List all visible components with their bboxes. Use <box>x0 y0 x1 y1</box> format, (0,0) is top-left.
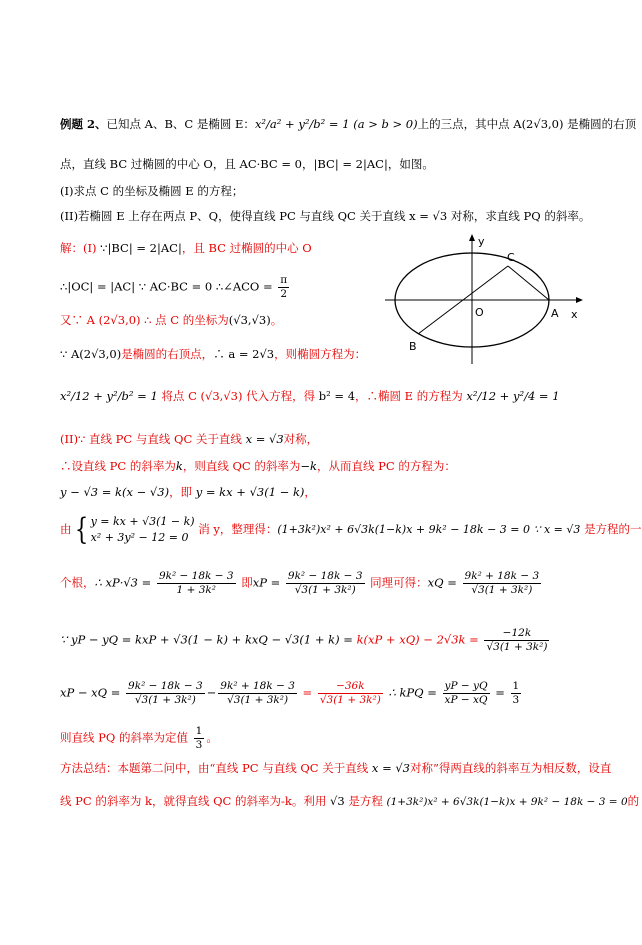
label-x: x <box>571 308 578 321</box>
solution-conclusion: 则直线 PQ 的斜率为定值 $\frac{1}{3}$ 。 <box>60 725 218 751</box>
solution-line-12: xP − xQ = $\frac{\text{9k² − 18k − 3}}{\text{√3(1 + 3k²)}}$ − $\frac{\text{9k² + 18k − 3}}{\text{√3(1 + 3k²)}}$ = $\frac{-36k}{\text{√3(1 + 3k²)}}$ ∴ kPQ = $\frac{yP - yQ}{xP - xQ}$ = $\frac{1}{3}$ <box>60 680 520 706</box>
fraction-xq: $\frac{\text{9k² + 18k − 3}}{\text{√3(1 + 3k²)}}$ <box>464 570 540 596</box>
fraction-1: $\frac{\text{9k² − 18k − 3}}{\text{1 + 3k²}}$ <box>158 570 234 596</box>
solution-line-4: ∵ A(2√3,0)是椭圆的右顶点，∴ a = 2√3，则椭圆方程为： <box>60 347 367 361</box>
summary-line-1: 方法总结：本题第二问中，由“直线 PC 与直线 QC 关于直线 x = √3对称”得两直线的斜率互为相反数，设直 <box>60 761 612 775</box>
equation-system: y = kx + √3(1 − k) x² + 3y² − 12 = 0 <box>90 515 195 544</box>
question-1: (I)求点 C 的坐标及椭圆 E 的方程； <box>60 184 244 198</box>
solution-line-8: y − √3 = k(x − √3)，即 y = kx + √3(1 − k)， <box>60 485 316 499</box>
ellipse-condition: (a > b > 0) <box>353 117 418 131</box>
solution-line-2: ∴|OC| = |AC| ∵ AC·BC = 0 ∴∠ACO = $\frac{\pi}{2}$ <box>60 274 288 300</box>
label-b: B <box>409 340 417 353</box>
ellipse-equation: x²/a² + y²/b² = 1 <box>254 117 350 131</box>
solution-line-3: 又∵ A (2√3,0) ∴ 点 C 的坐标为(√3,√3)。 <box>60 313 283 327</box>
solution-line-11: ∵ yP − yQ = kxP + √3(1 − k) + kxQ − √3(1 + k) = k(xP + xQ) − 2√3k = $\frac{-12k}{\text{√3(1 + 3k²)}}$ <box>60 627 548 653</box>
solution-line-7: ∴设直线 PC 的斜率为k，则直线 QC 的斜率为−k，从而直线 PC 的方程为： <box>60 459 456 473</box>
intro-text-3: 点，直线 BC 过椭圆的中心 O，且 AC·BC = 0，|BC| = 2|AC|，如图。 <box>60 157 434 171</box>
y-axis-arrow <box>469 234 475 241</box>
example-line-2 <box>60 156 434 172</box>
solution-line-1: 解：(I) ∵|BC| = 2|AC|，且 BC 过椭圆的中心 O <box>60 241 312 255</box>
intro-text-1: 已知点 A、B、C 是椭圆 E： <box>106 117 255 131</box>
system-brace: { <box>74 512 88 547</box>
fraction-pi-over-2: $\frac{\pi}{2}$ <box>280 274 288 300</box>
example-line-1 <box>60 116 636 132</box>
solution-line-10: 个根，∴ xP·√3 = $\frac{\text{9k² − 18k − 3}}{\text{1 + 3k²}}$ 即xP = $\frac{\text{9k² − 18k − 3}}{\text{√3(1 + 3k²)}}$ 同理可得：xQ = $\frac{\text{9k² + 18k − 3}}{\text{√3(1 + 3k²)}}$ <box>60 570 540 596</box>
line-ac <box>508 266 549 300</box>
solution-line-5: x²/12 + y²/b² = 1 将点 C (√3,√3) 代入方程，得 b² = 4，∴椭圆 E 的方程为 x²/12 + y²/4 = 1 <box>60 389 560 403</box>
ellipse-figure <box>385 232 590 367</box>
summary-line-2: 线 PC 的斜率为 k，就得直线 QC 的斜率为-k。利用 √3 是方程 (1+3k²)x² + 6√3k(1−k)x + 9k² − 18k − 3 = 0的 <box>60 794 640 808</box>
label-c: C <box>507 251 515 264</box>
fraction-xp: $\frac{\text{9k² − 18k − 3}}{\text{√3(1 + 3k²)}}$ <box>287 570 363 596</box>
fraction-yp-yq: $\frac{-12k}{\text{√3(1 + 3k²)}}$ <box>486 627 548 653</box>
label-a: A <box>551 307 559 320</box>
label-y: y <box>478 235 485 248</box>
question-2: (II)若椭圆 E 上存在两点 P、Q，使得直线 PC 与直线 QC 关于直线 x = √3 对称，求直线 PQ 的斜率。 <box>60 209 591 223</box>
solution-line-6: (II)∵ 直线 PC 与直线 QC 关于直线 x = √3对称， <box>60 432 319 446</box>
x-axis-arrow <box>576 297 583 303</box>
solution-line-9: 由{ y = kx + √3(1 − k) x² + 3y² − 12 = 0 消 y，整理得：(1+3k²)x² + 6√3k(1−k)x + 9k² − 18k − 3 = 0 ∵ x = √3 是方程的一 <box>60 512 642 547</box>
intro-text-2: 上的三点，其中点 A(2√3,0) 是椭圆的右顶 <box>417 117 637 131</box>
label-o: O <box>475 306 484 319</box>
example-label: 例题 2、 <box>60 117 107 131</box>
